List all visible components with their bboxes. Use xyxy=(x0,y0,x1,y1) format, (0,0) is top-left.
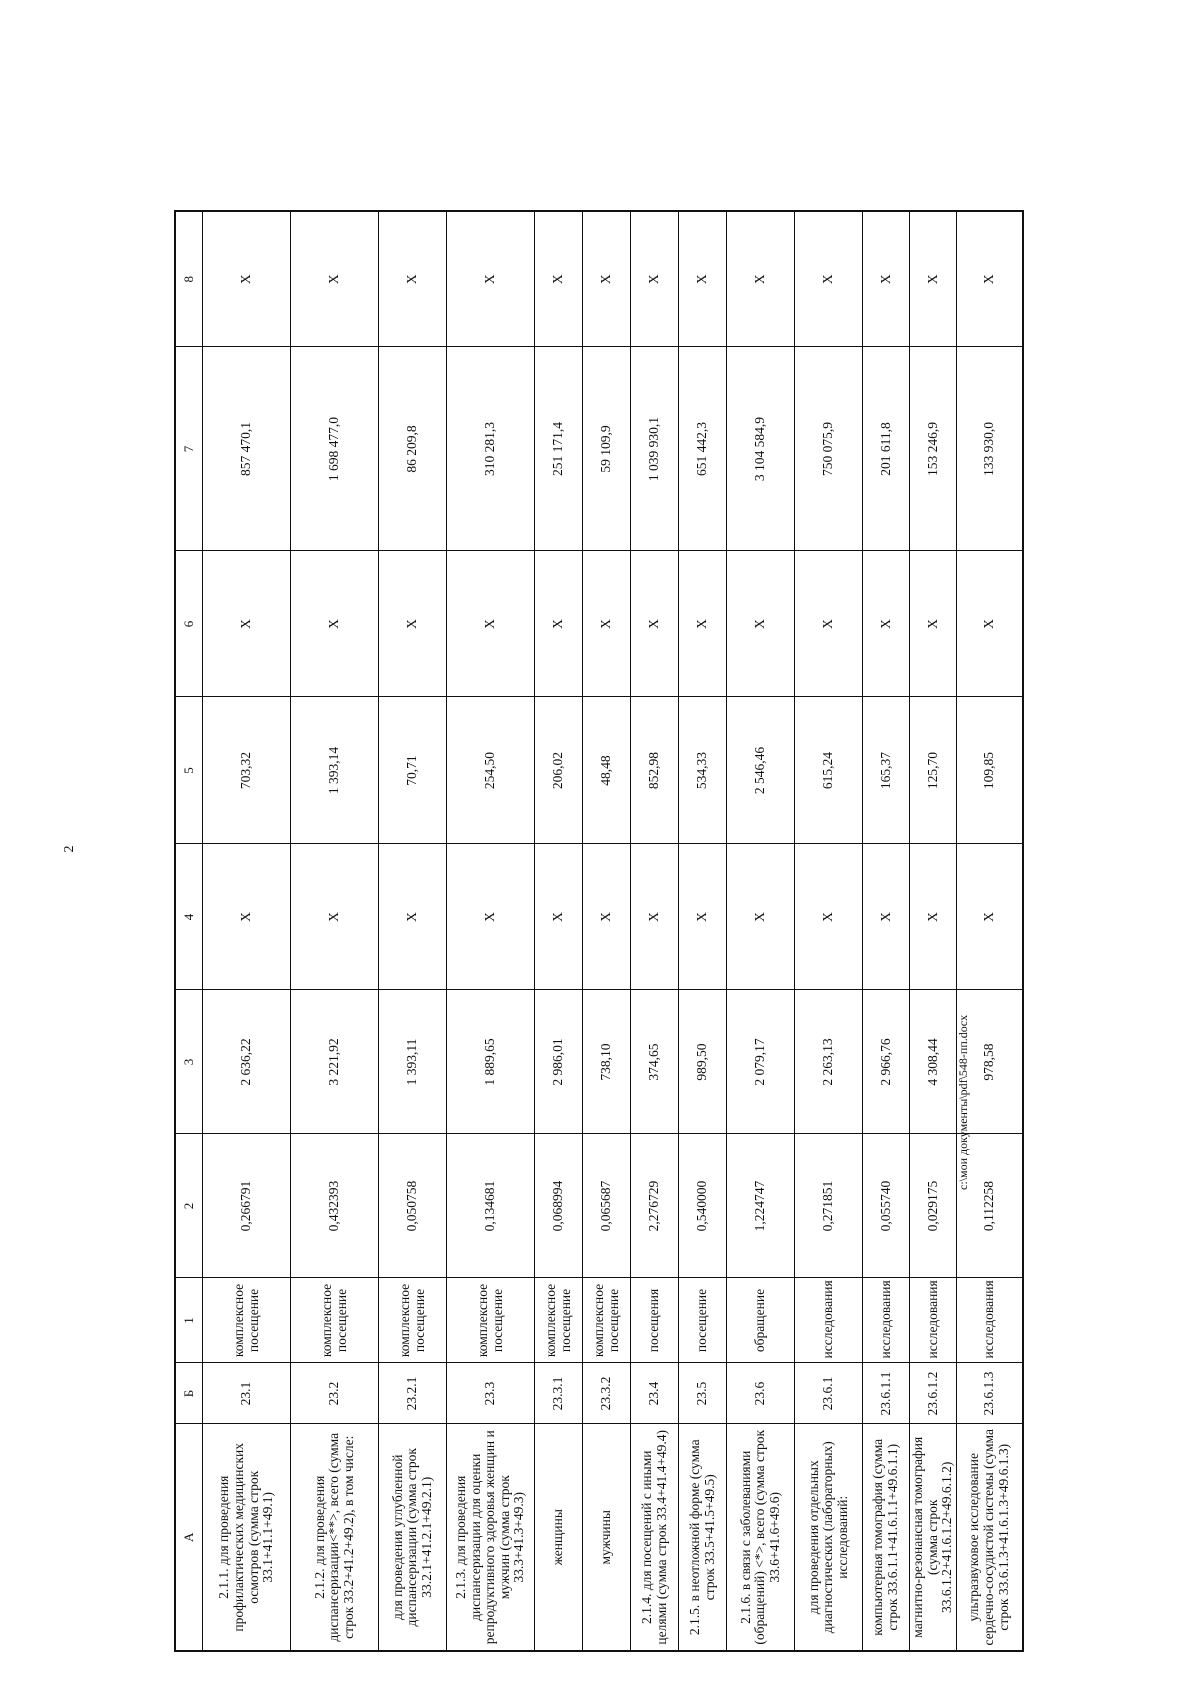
value-cell: X xyxy=(957,551,1023,697)
value-cell: 534,33 xyxy=(679,697,727,844)
page-number: 2 xyxy=(62,845,77,853)
value-cell: 133 930,0 xyxy=(957,347,1023,551)
row-code: 23.2 xyxy=(291,1363,379,1424)
table-row xyxy=(535,211,583,1651)
value-cell: X xyxy=(203,211,291,347)
row-description: для проведения отдельных диагностических (лабораторных) исследований: xyxy=(795,1424,863,1651)
value-cell: X xyxy=(447,551,535,697)
value-cell: 165,37 xyxy=(863,697,910,844)
unit-cell: исследования xyxy=(910,1278,957,1363)
row-code: 23.1 xyxy=(203,1363,291,1424)
value-cell: X xyxy=(679,844,727,990)
row-code: 23.4 xyxy=(631,1363,679,1424)
unit-cell: обращение xyxy=(727,1278,795,1363)
value-cell: X xyxy=(727,844,795,990)
value-cell: 2,276729 xyxy=(631,1134,679,1278)
value-cell: X xyxy=(203,551,291,697)
value-cell: X xyxy=(203,844,291,990)
row-description: магнитно-резонансная томография (сумма строк 33.6.1.2+41.6.1.2+49.6.1.2) xyxy=(910,1424,957,1651)
unit-cell: комплексное посещение xyxy=(379,1278,447,1363)
value-cell: 59 109,9 xyxy=(583,347,631,551)
value-cell: 109,85 xyxy=(957,697,1023,844)
value-cell: X xyxy=(957,844,1023,990)
unit-cell: комплексное посещение xyxy=(291,1278,379,1363)
value-cell: 1 039 930,1 xyxy=(631,347,679,551)
column-header: 2 xyxy=(175,1134,203,1278)
value-cell: X xyxy=(535,551,583,697)
table-row xyxy=(795,211,863,1651)
row-description: мужчины xyxy=(583,1424,631,1651)
value-cell: 1 698 477,0 xyxy=(291,347,379,551)
value-cell: X xyxy=(727,551,795,697)
row-description: 2.1.1. для проведения профилактических медицинских осмотров (сумма строк 33.1+41.1+49.1) xyxy=(203,1424,291,1651)
value-cell: X xyxy=(535,211,583,347)
table-row xyxy=(727,211,795,1651)
value-cell: X xyxy=(291,551,379,697)
value-cell: 0,055740 xyxy=(863,1134,910,1278)
unit-cell: комплексное посещение xyxy=(447,1278,535,1363)
value-cell: X xyxy=(863,211,910,347)
value-cell: X xyxy=(957,211,1023,347)
column-header: Б xyxy=(175,1363,203,1424)
table-row xyxy=(679,211,727,1651)
unit-cell: комплексное посещение xyxy=(535,1278,583,1363)
value-cell: 0,112258 xyxy=(957,1134,1023,1278)
value-cell: 0,068994 xyxy=(535,1134,583,1278)
row-code: 23.3.1 xyxy=(535,1363,583,1424)
value-cell: X xyxy=(447,211,535,347)
value-cell: 1 393,11 xyxy=(379,990,447,1134)
value-cell: X xyxy=(910,211,957,347)
row-description: ультразвуковое исследование сердечно-сосудистой системы (сумма строк 33.6.1.3+41.6.1.3+49.6.1.3) xyxy=(957,1424,1023,1651)
row-code: 23.6.1.3 xyxy=(957,1363,1023,1424)
row-code: 23.5 xyxy=(679,1363,727,1424)
value-cell: 703,32 xyxy=(203,697,291,844)
value-cell: X xyxy=(795,211,863,347)
value-cell: 0,050758 xyxy=(379,1134,447,1278)
header-row xyxy=(175,211,203,1651)
row-description: для проведения углубленной диспансеризации (сумма строк 33.2.1+41.2.1+49.2.1) xyxy=(379,1424,447,1651)
value-cell: 2 546,46 xyxy=(727,697,795,844)
row-code: 23.2.1 xyxy=(379,1363,447,1424)
value-cell: 310 281,3 xyxy=(447,347,535,551)
column-header: А xyxy=(175,1424,203,1651)
table-row xyxy=(863,211,910,1651)
column-header: 5 xyxy=(175,697,203,844)
value-cell: X xyxy=(863,844,910,990)
value-cell: X xyxy=(795,844,863,990)
value-cell: X xyxy=(583,551,631,697)
value-cell: 750 075,9 xyxy=(795,347,863,551)
value-cell: X xyxy=(631,551,679,697)
unit-cell: комплексное посещение xyxy=(203,1278,291,1363)
value-cell: 651 442,3 xyxy=(679,347,727,551)
table-row xyxy=(447,211,535,1651)
unit-cell: посещение xyxy=(679,1278,727,1363)
value-cell: 3 221,92 xyxy=(291,990,379,1134)
value-cell: 2 986,01 xyxy=(535,990,583,1134)
value-cell: 978,58 xyxy=(957,990,1023,1134)
column-header: 8 xyxy=(175,211,203,347)
value-cell: 0,029175 xyxy=(910,1134,957,1278)
value-cell: X xyxy=(291,844,379,990)
row-description: компьютерная томография (сумма строк 33.6.1.1+41.6.1.1+49.6.1.1) xyxy=(863,1424,910,1651)
value-cell: X xyxy=(583,844,631,990)
row-description: 2.1.3. для проведения диспансеризации для оценки репродуктивного здоровья женщин и мужчин (сумма строк 33.3+41.3+49.3) xyxy=(447,1424,535,1651)
value-cell: X xyxy=(583,211,631,347)
value-cell: 48,48 xyxy=(583,697,631,844)
value-cell: 3 104 584,9 xyxy=(727,347,795,551)
value-cell: 70,71 xyxy=(379,697,447,844)
value-cell: X xyxy=(291,211,379,347)
value-cell: 206,02 xyxy=(535,697,583,844)
value-cell: X xyxy=(679,211,727,347)
value-cell: 153 246,9 xyxy=(910,347,957,551)
row-code: 23.6.1.1 xyxy=(863,1363,910,1424)
column-header: 7 xyxy=(175,347,203,551)
unit-cell: комплексное посещение xyxy=(583,1278,631,1363)
value-cell: 989,50 xyxy=(679,990,727,1134)
value-cell: X xyxy=(910,551,957,697)
table-row xyxy=(631,211,679,1651)
value-cell: 0,432393 xyxy=(291,1134,379,1278)
table-row xyxy=(583,211,631,1651)
table-row xyxy=(291,211,379,1651)
row-description: 2.1.5. в неотложной форме (сумма строк 33.5+41.5+49.5) xyxy=(679,1424,727,1651)
row-description: 2.1.4. для посещений с иными целями (сумма строк 33.4+41.4+49.4) xyxy=(631,1424,679,1651)
value-cell: X xyxy=(631,211,679,347)
row-description: 2.1.6. в связи с заболеваниями (обращений) <*>, всего (сумма строк 33.6+41.6+49.6) xyxy=(727,1424,795,1651)
value-cell: 4 308,44 xyxy=(910,990,957,1134)
row-description: 2.1.2. для проведения диспансеризации<**>, всего (сумма строк 33.2+41.2+49.2), в том числе: xyxy=(291,1424,379,1651)
value-cell: X xyxy=(379,211,447,347)
value-cell: 254,50 xyxy=(447,697,535,844)
column-header: 1 xyxy=(175,1278,203,1363)
table-row xyxy=(379,211,447,1651)
value-cell: X xyxy=(379,551,447,697)
row-code: 23.6 xyxy=(727,1363,795,1424)
row-code: 23.6.1 xyxy=(795,1363,863,1424)
column-header: 3 xyxy=(175,990,203,1134)
value-cell: X xyxy=(727,211,795,347)
unit-cell: исследования xyxy=(957,1278,1023,1363)
value-cell: 125,70 xyxy=(910,697,957,844)
value-cell: 1,224747 xyxy=(727,1134,795,1278)
value-cell: 0,271851 xyxy=(795,1134,863,1278)
unit-cell: исследования xyxy=(795,1278,863,1363)
value-cell: X xyxy=(795,551,863,697)
column-header: 6 xyxy=(175,551,203,697)
value-cell: 2 263,13 xyxy=(795,990,863,1134)
row-code: 23.3.2 xyxy=(583,1363,631,1424)
table-row xyxy=(910,211,957,1651)
value-cell: 615,24 xyxy=(795,697,863,844)
value-cell: 1 889,65 xyxy=(447,990,535,1134)
file-path-footer: c:\мои документы\pdf\548-пп.docx xyxy=(956,1014,970,1190)
value-cell: 857 470,1 xyxy=(203,347,291,551)
row-code: 23.6.1.2 xyxy=(910,1363,957,1424)
value-cell: 251 171,4 xyxy=(535,347,583,551)
column-header: 4 xyxy=(175,844,203,990)
value-cell: X xyxy=(910,844,957,990)
value-cell: 0,134681 xyxy=(447,1134,535,1278)
value-cell: X xyxy=(679,551,727,697)
unit-cell: исследования xyxy=(863,1278,910,1363)
value-cell: X xyxy=(447,844,535,990)
value-cell: 0,065687 xyxy=(583,1134,631,1278)
value-cell: X xyxy=(379,844,447,990)
value-cell: 738,10 xyxy=(583,990,631,1134)
data-table xyxy=(174,210,1024,1652)
value-cell: 1 393,14 xyxy=(291,697,379,844)
value-cell: 86 209,8 xyxy=(379,347,447,551)
value-cell: 2 966,76 xyxy=(863,990,910,1134)
row-description: женщины xyxy=(535,1424,583,1651)
value-cell: X xyxy=(863,551,910,697)
value-cell: 0,266791 xyxy=(203,1134,291,1278)
value-cell: 201 611,8 xyxy=(863,347,910,551)
value-cell: X xyxy=(535,844,583,990)
value-cell: 852,98 xyxy=(631,697,679,844)
row-code: 23.3 xyxy=(447,1363,535,1424)
table-row xyxy=(203,211,291,1651)
unit-cell: посещения xyxy=(631,1278,679,1363)
value-cell: 374,65 xyxy=(631,990,679,1134)
value-cell: X xyxy=(631,844,679,990)
value-cell: 2 079,17 xyxy=(727,990,795,1134)
value-cell: 2 636,22 xyxy=(203,990,291,1134)
value-cell: 0,540000 xyxy=(679,1134,727,1278)
